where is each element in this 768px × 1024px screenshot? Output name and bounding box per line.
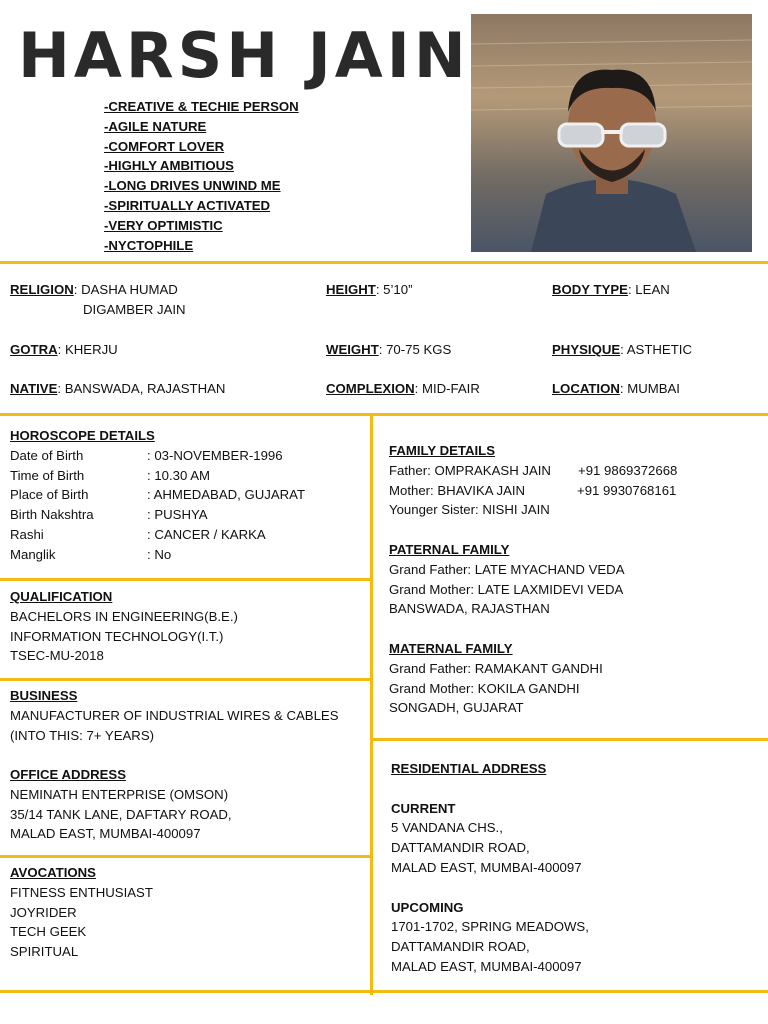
trait-item: -NYCTOPHILE (104, 237, 194, 253)
business-section (10, 686, 339, 745)
office-line: NEMINATH ENTERPRISE (OMSON) (10, 786, 229, 802)
trait-item: -CREATIVE & TECHIE PERSON (104, 99, 299, 114)
profile-photo (471, 14, 752, 252)
avocation-item: JOYRIDER (10, 904, 77, 920)
horoscope-row (10, 525, 305, 545)
profile-name: HARSH JAIN (18, 19, 470, 92)
paternal-line: BANSWADA, RAJASTHAN (389, 601, 550, 617)
profile-divider (0, 413, 768, 416)
office-line: 35/14 TANK LANE, DAFTARY ROAD, (10, 806, 232, 822)
office-divider (0, 855, 371, 858)
mother-phone: +91 9930768161 (577, 482, 677, 498)
current-address-title: CURRENT (391, 800, 456, 816)
footer-divider (0, 990, 768, 993)
horoscope-key: Place of Birth (10, 487, 89, 503)
maternal-section (389, 639, 603, 718)
weight-value: : 70-75 KGS (378, 342, 452, 357)
trait-item: -VERY OPTIMISTIC (104, 217, 223, 233)
horoscope-row (10, 485, 305, 505)
qualification-line: TSEC-MU-2018 (10, 648, 104, 664)
horoscope-row (10, 466, 305, 486)
horoscope-key: Birth Nakshtra (10, 507, 94, 523)
avocations-title: AVOCATIONS (10, 865, 96, 880)
horoscope-value: : PUSHYA (147, 507, 208, 523)
horoscope-title: HOROSCOPE DETAILS (10, 428, 155, 443)
horoscope-key: Manglik (10, 546, 56, 562)
qualification-divider (0, 678, 371, 681)
sister-row: Younger Sister: NISHI JAIN (389, 502, 550, 518)
horoscope-key: Rashi (10, 526, 44, 542)
office-line: MALAD EAST, MUMBAI-400097 (10, 826, 201, 842)
avocation-item: SPIRITUAL (10, 944, 79, 960)
height-label: HEIGHT (326, 282, 376, 297)
paternal-title: PATERNAL FAMILY (389, 542, 510, 557)
qualification-line: BACHELORS IN ENGINEERING(B.E.) (10, 608, 238, 624)
horoscope-value: : 03-NOVEMBER-1996 (147, 447, 283, 463)
horoscope-key: Date of Birth (10, 447, 84, 463)
current-address-line: 5 VANDANA CHS., (391, 820, 503, 836)
native-value: : BANSWADA, RAJASTHAN (57, 381, 226, 396)
maternal-line: SONGADH, GUJARAT (389, 700, 524, 716)
complexion-value: : MID-FAIR (414, 381, 480, 396)
physique-label: PHYSIQUE (552, 342, 621, 357)
trait-item: -HIGHLY AMBITIOUS (104, 158, 234, 174)
physique-value: : ASTHETIC (620, 342, 692, 357)
religion-field (10, 280, 178, 300)
paternal-line: Grand Mother: LATE LAXMIDEVI VEDA (389, 581, 624, 597)
maternal-line: Grand Mother: KOKILA GANDHI (389, 680, 580, 696)
upcoming-address-line: DATTAMANDIR ROAD, (391, 939, 530, 955)
qualification-title: QUALIFICATION (10, 589, 113, 604)
father-phone: +91 9869372668 (578, 462, 678, 478)
father-row (389, 461, 759, 481)
upcoming-address-line: MALAD EAST, MUMBAI-400097 (391, 958, 582, 974)
business-line: (INTO THIS: 7+ YEARS) (10, 727, 155, 743)
trait-item: -LONG DRIVES UNWIND ME (104, 178, 281, 194)
body-type-field (552, 280, 670, 300)
family-divider (371, 738, 768, 741)
weight-field (326, 340, 451, 360)
family-title: FAMILY DETAILS (389, 443, 495, 458)
body-type-label: BODY TYPE (552, 282, 628, 297)
body-type-value: : LEAN (627, 282, 670, 297)
gotra-value: : KHERJU (57, 342, 118, 357)
complexion-field (326, 379, 480, 399)
horoscope-value: : AHMEDABAD, GUJARAT (147, 487, 306, 503)
height-value: : 5’10” (375, 282, 413, 297)
residential-section (391, 759, 589, 977)
horoscope-row (10, 545, 305, 565)
gotra-field (10, 340, 118, 360)
trait-item: -AGILE NATURE (104, 118, 207, 134)
horoscope-key: Time of Birth (10, 467, 85, 483)
horoscope-row (10, 505, 305, 525)
upcoming-address-title: UPCOMING (391, 899, 464, 915)
trait-item: -COMFORT LOVER (104, 138, 225, 154)
religion-value: : DASHA HUMAD (73, 282, 178, 297)
column-divider (370, 413, 373, 995)
avocations-section (10, 863, 153, 962)
horoscope-value: : 10.30 AM (147, 467, 211, 483)
traits-list (104, 97, 299, 255)
horoscope-value: : No (147, 546, 172, 562)
religion-label: RELIGION (10, 282, 74, 297)
gotra-label: GOTRA (10, 342, 58, 357)
location-value: : MUMBAI (619, 381, 680, 396)
qualification-line: INFORMATION TECHNOLOGY(I.T.) (10, 628, 224, 644)
paternal-section (389, 540, 625, 619)
residential-title: RESIDENTIAL ADDRESS (391, 761, 547, 776)
religion-value-line2: DIGAMBER JAIN (83, 302, 186, 317)
trait-item: -SPIRITUALLY ACTIVATED (104, 197, 271, 213)
horoscope-value: : CANCER / KARKA (147, 526, 266, 542)
avocation-item: FITNESS ENTHUSIAST (10, 884, 153, 900)
physique-field (552, 340, 692, 360)
avocation-item: TECH GEEK (10, 924, 87, 940)
native-label: NATIVE (10, 381, 58, 396)
business-title: BUSINESS (10, 688, 78, 703)
maternal-line: Grand Father: RAMAKANT GANDHI (389, 660, 603, 676)
maternal-title: MATERNAL FAMILY (389, 641, 513, 656)
paternal-line: Grand Father: LATE MYACHAND VEDA (389, 561, 625, 577)
father-name: Father: OMPRAKASH JAIN (389, 462, 551, 478)
location-label: LOCATION (552, 381, 620, 396)
location-field (552, 379, 680, 399)
mother-row (389, 481, 759, 501)
business-line: MANUFACTURER OF INDUSTRIAL WIRES & CABLES (10, 707, 339, 723)
weight-label: WEIGHT (326, 342, 379, 357)
current-address-line: MALAD EAST, MUMBAI-400097 (391, 859, 582, 875)
horoscope-section (10, 426, 305, 565)
complexion-label: COMPLEXION (326, 381, 415, 396)
family-section (389, 441, 759, 520)
office-section (10, 765, 232, 844)
header-divider (0, 261, 768, 264)
qualification-section (10, 587, 238, 666)
horoscope-divider (0, 578, 371, 581)
office-title: OFFICE ADDRESS (10, 767, 127, 782)
mother-name: Mother: BHAVIKA JAIN (389, 482, 526, 498)
upcoming-address-line: 1701-1702, SPRING MEADOWS, (391, 919, 589, 935)
height-field (326, 280, 412, 300)
horoscope-row (10, 446, 305, 466)
native-field (10, 379, 225, 399)
current-address-line: DATTAMANDIR ROAD, (391, 840, 530, 856)
